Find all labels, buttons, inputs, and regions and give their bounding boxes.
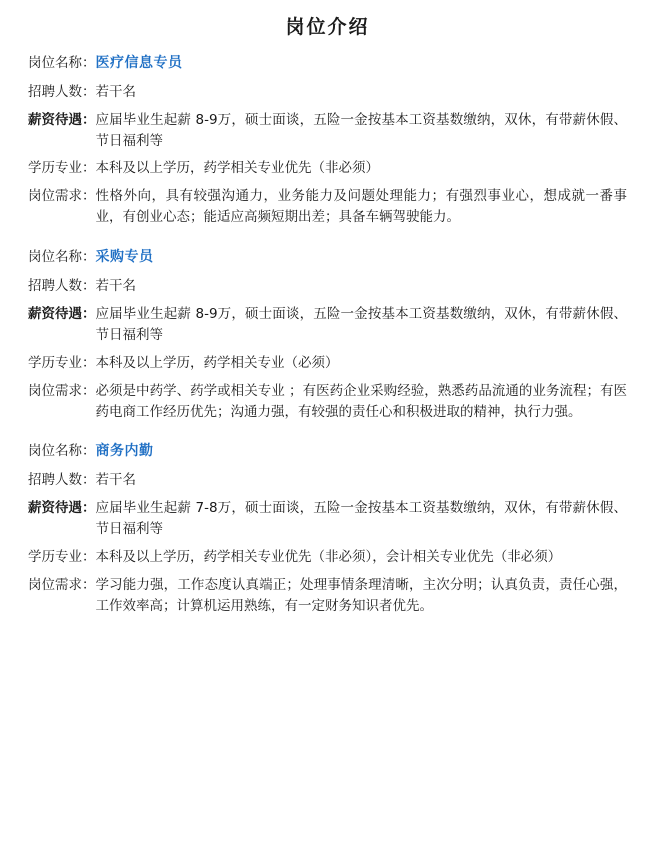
field-label-headcount: 招聘人数： (28, 83, 96, 100)
job-separator (28, 429, 627, 441)
field-label-requirements: 岗位需求： (28, 382, 96, 399)
requirements-value: 学习能力强，工作态度认真端正；处理事情条理清晰，主次分明；认真负责，责任心强，工作效率高；计算机运用熟练，有一定财务知识者优先。 (95, 576, 627, 614)
headcount-value: 若干名 (95, 472, 136, 489)
job-name-value: 商务内勤 (95, 443, 154, 460)
education-value: 本科及以上学历，药学相关专业优先（非必须） (95, 160, 379, 177)
field-requirements (28, 381, 627, 423)
field-label-education: 学历专业： (28, 160, 96, 177)
field-education (28, 158, 627, 179)
page-title: 岗位介绍 (285, 16, 370, 38)
field-salary (28, 110, 627, 152)
job-block (28, 247, 627, 422)
field-requirements (28, 186, 627, 228)
field-label-salary: 薪资待遇： (28, 500, 96, 517)
field-label-requirements: 岗位需求： (28, 576, 96, 593)
headcount-value: 若干名 (95, 277, 136, 294)
field-label-position-name: 岗位名称： (28, 249, 96, 266)
field-education (28, 353, 627, 374)
salary-value: 应届毕业生起薪 8-9万，硕士面谈，五险一金按基本工资基数缴纳，双休，有带薪休假、节日福利等 (95, 305, 627, 343)
requirements-value: 性格外向，具有较强沟通力，业务能力及问题处理能力；有强烈事业心，想成就一番事业，有创业心态；能适应高频短期出差；具备车辆驾驶能力。 (95, 188, 627, 226)
education-value: 本科及以上学历，药学相关专业优先（非必须），会计相关专业优先（非必须） (95, 548, 562, 565)
field-label-position-name: 岗位名称： (28, 443, 96, 460)
field-position-name (28, 441, 627, 463)
field-label-headcount: 招聘人数： (28, 472, 96, 489)
education-value: 本科及以上学历，药学相关专业（必须） (95, 354, 339, 371)
field-headcount (28, 276, 627, 297)
salary-value: 应届毕业生起薪 8-9万，硕士面谈，五险一金按基本工资基数缴纳，双休，有带薪休假、节日福利等 (95, 111, 627, 149)
field-label-education: 学历专业： (28, 354, 96, 371)
field-headcount (28, 470, 627, 491)
field-label-education: 学历专业： (28, 548, 96, 565)
job-name-value: 采购专员 (95, 249, 154, 266)
field-label-salary: 薪资待遇： (28, 111, 96, 128)
field-position-name (28, 53, 627, 75)
field-label-salary: 薪资待遇： (28, 305, 96, 322)
salary-value: 应届毕业生起薪 7-8万，硕士面谈，五险一金按基本工资基数缴纳，双休，有带薪休假、节日福利等 (95, 500, 627, 537)
job-block (28, 53, 627, 228)
job-block (28, 441, 627, 616)
field-requirements (28, 575, 627, 617)
job-separator (28, 235, 627, 247)
field-education (28, 547, 627, 568)
field-headcount (28, 82, 627, 103)
requirements-value: 必须是中药学、药学或相关专业 ；有医药企业采购经验，熟悉药品流通的业务流程；有医药电商工作经历优先；沟通力强，有较强的责任心和积极进取的精神，执行力强。 (95, 382, 627, 420)
job-name-value: 医疗信息专员 (95, 55, 183, 71)
field-label-requirements: 岗位需求： (28, 188, 96, 205)
field-label-position-name: 岗位名称： (28, 55, 96, 71)
headcount-value: 若干名 (95, 83, 136, 100)
field-label-headcount: 招聘人数： (28, 277, 96, 294)
field-salary (28, 304, 627, 346)
field-salary (28, 498, 627, 540)
field-position-name (28, 247, 627, 269)
